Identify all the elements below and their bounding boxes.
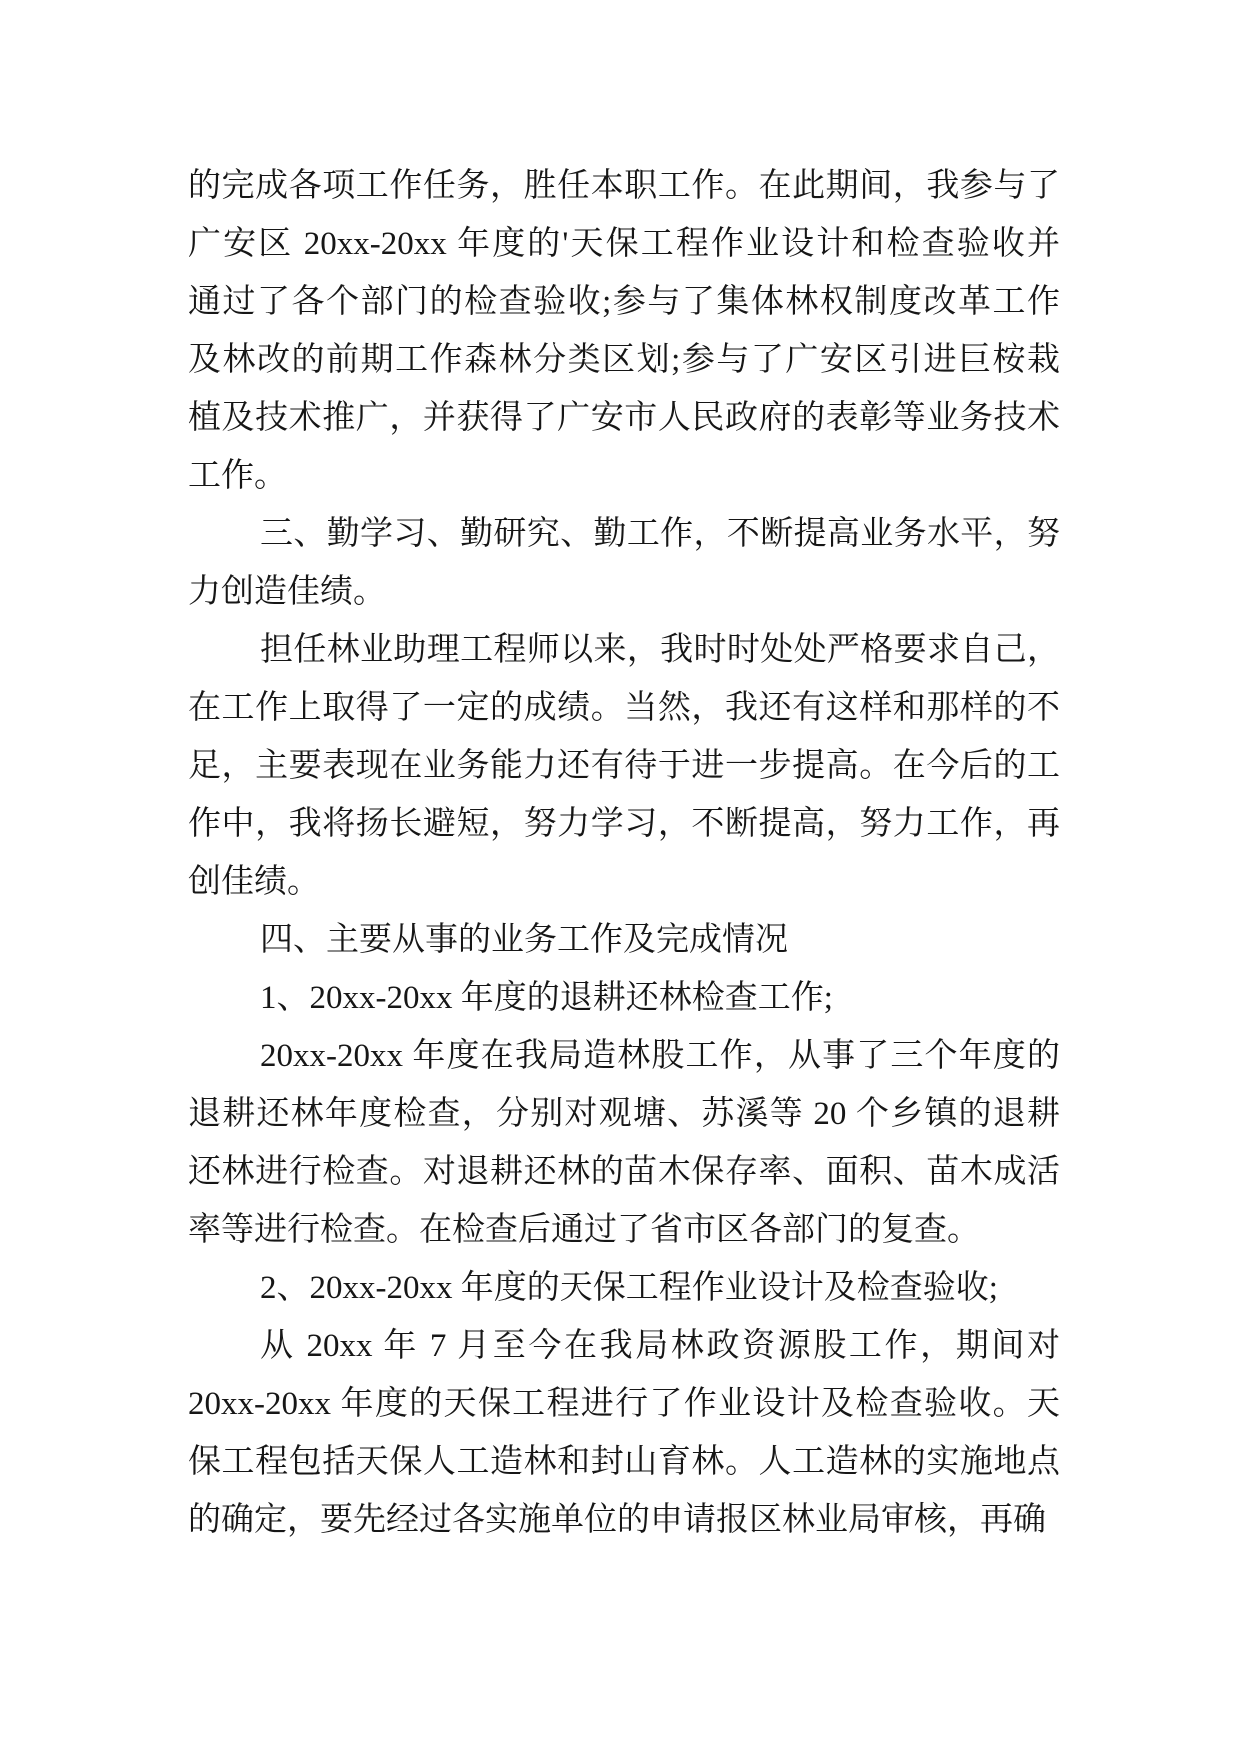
- text-line: 力创造佳绩。: [188, 574, 386, 610]
- text-line: 1、20xx-20xx 年度的退耕还林检查工作;: [260, 980, 833, 1016]
- text-line: 植及技术推广，并获得了广安市人民政府的表彰等业务技术: [188, 400, 1060, 436]
- text-line: 20xx-20xx 年度的天保工程进行了作业设计及检查验收。天: [188, 1386, 1060, 1422]
- text-line: 在工作上取得了一定的成绩。当然，我还有这样和那样的不: [188, 690, 1060, 726]
- text-line: 创佳绩。: [188, 864, 320, 900]
- text-line: 20xx-20xx 年度在我局造林股工作，从事了三个年度的: [260, 1038, 1060, 1074]
- text-line: 退耕还林年度检查，分别对观塘、苏溪等 20 个乡镇的退耕: [188, 1096, 1060, 1132]
- text-line: 及林改的前期工作森林分类区划;参与了广安区引进巨桉栽: [188, 342, 1060, 378]
- text-line: 率等进行检查。在检查后通过了省市区各部门的复查。: [188, 1212, 980, 1248]
- paragraph: [188, 1259, 1060, 1317]
- text-line: 足，主要表现在业务能力还有待于进一步提高。在今后的工: [188, 748, 1060, 784]
- text-line: 担任林业助理工程师以来，我时时处处严格要求自己，: [260, 632, 1060, 668]
- text-line: 作中，我将扬长避短，努力学习，不断提高，努力工作，再: [188, 806, 1060, 842]
- text-line: 三、勤学习、勤研究、勤工作，不断提高业务水平，努: [260, 516, 1060, 552]
- text-line: 2、20xx-20xx 年度的天保工程作业设计及检查验收;: [260, 1270, 998, 1306]
- text-line: 通过了各个部门的检查验收;参与了集体林权制度改革工作: [188, 284, 1060, 320]
- text-line: 保工程包括天保人工造林和封山育林。人工造林的实施地点: [188, 1444, 1060, 1480]
- paragraph: [188, 911, 1060, 969]
- text-line: 从 20xx 年 7 月至今在我局林政资源股工作，期间对: [260, 1328, 1060, 1364]
- text-line: 四、主要从事的业务工作及完成情况: [260, 922, 788, 958]
- paragraph: [188, 1027, 1060, 1259]
- paragraph: [188, 969, 1060, 1027]
- paragraph: [188, 621, 1060, 911]
- text-line: 的确定，要先经过各实施单位的申请报区林业局审核，再确: [188, 1502, 1046, 1538]
- paragraph: [188, 157, 1060, 505]
- document-body: [188, 157, 1060, 1549]
- text-line: 工作。: [188, 458, 287, 494]
- paragraph: [188, 505, 1060, 621]
- text-line: 还林进行检查。对退耕还林的苗木保存率、面积、苗木成活: [188, 1154, 1060, 1190]
- paragraph: [188, 1317, 1060, 1549]
- text-line: 的完成各项工作任务，胜任本职工作。在此期间，我参与了: [188, 168, 1060, 204]
- text-line: 广安区 20xx-20xx 年度的'天保工程作业设计和检查验收并: [188, 226, 1060, 262]
